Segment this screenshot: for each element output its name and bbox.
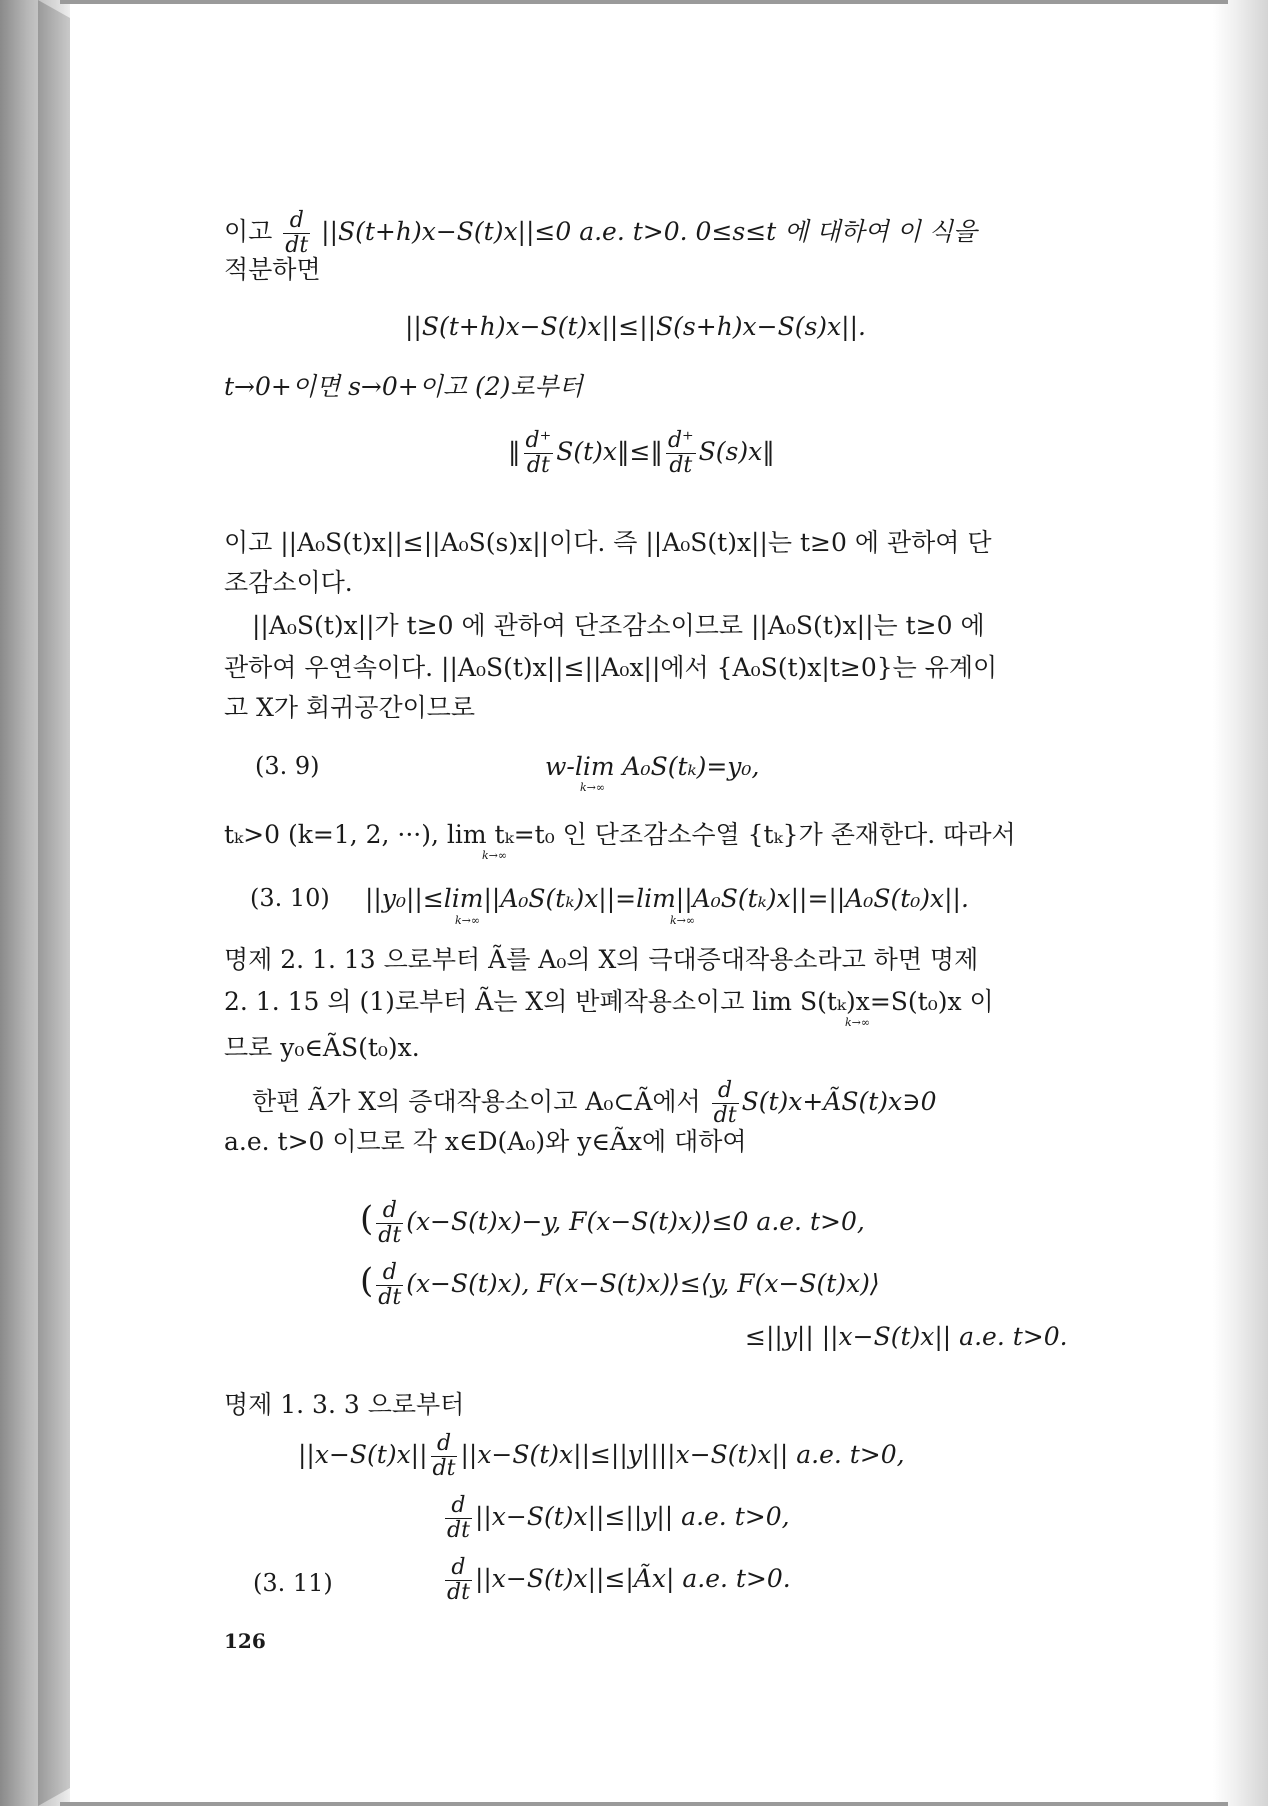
equation-3-10: ||y₀||≤lim||A₀S(tₖ)x||=lim||A₀S(tₖ)x||=||A₀S(t₀)x||. [365, 884, 969, 913]
text-line-4: 이고 ||A₀S(t)x||≤||A₀S(s)x||이다. 즉 ||A₀S(t)x||는 t≥0 에 관하여 단 [224, 528, 992, 557]
text-line-8: 고 X가 회귀공간이므로 [224, 693, 476, 722]
limit-subscript: k→∞ [482, 849, 508, 862]
equation-number-3-10: (3. 10) [250, 884, 330, 912]
equation-4a: ||x−S(t)x|| $\frac{d}{dt}$ ||x−S(t)x||≤||y||||x−S(t)x|| a.e. t>0, [298, 1431, 905, 1481]
limit-subscript: k→∞ [455, 914, 481, 927]
book-page-stack [38, 0, 70, 1806]
equation-3b: ( $\frac{d}{dt}$ (x−S(t)x), F(x−S(t)x)⟩≤⟨y, F(x−S(t)x)⟩ [360, 1260, 880, 1310]
text-line-7: 관하여 우연속이다. ||A₀S(t)x||≤||A₀x||에서 {A₀S(t)x|t≥0}는 유계이 [224, 653, 998, 682]
text-line-13: 한편 Ã가 X의 증대작용소이고 A₀⊂Ã에서 $\frac{d}{dt}$ S(t)x+ÃS(t)x∋0 [252, 1078, 937, 1128]
text-line-15: 명제 1. 3. 3 으로부터 [224, 1390, 465, 1419]
text-line-12: 므로 y₀∈ÃS(t₀)x. [224, 1033, 420, 1062]
page-border-bottom [60, 1802, 1228, 1806]
book-page [70, 4, 1213, 1802]
equation-1: ||S(t+h)x−S(t)x||≤||S(s+h)x−S(s)x||. [405, 312, 866, 341]
text-line-10: 명제 2. 1. 13 으로부터 Ã를 A₀의 X의 극대증대작용소라고 하면 명제 [224, 945, 979, 974]
limit-subscript: k→∞ [845, 1016, 871, 1029]
equation-3-9: w-lim A₀S(tₖ)=y₀, [545, 752, 760, 781]
text-line-1 [224, 209, 977, 258]
text-line-14: a.e. t>0 이므로 각 x∈D(A₀)와 y∈Ãx에 대하여 [224, 1127, 747, 1156]
text-fragment: 이고 [224, 217, 273, 246]
equation-number-3-9: (3. 9) [255, 752, 320, 780]
equation-3a: ( $\frac{d}{dt}$ (x−S(t)x)−y, F(x−S(t)x)⟩≤0 a.e. t>0, [360, 1198, 865, 1248]
equation-3-11: $\frac{d}{dt}$ ||x−S(t)x||≤|Ãx| a.e. t>0. [447, 1555, 791, 1605]
equation-4b: $\frac{d}{dt}$ ||x−S(t)x||≤||y|| a.e. t>0, [447, 1493, 790, 1543]
text-line-6: ||A₀S(t)x||가 t≥0 에 관하여 단조감소이므로 ||A₀S(t)x||는 t≥0 에 [252, 611, 985, 640]
limit-subscript: k→∞ [580, 781, 606, 794]
text-line-3: t→0+이면 s→0+이고 (2)로부터 [224, 372, 583, 401]
text-line-5: 조감소이다. [224, 568, 353, 597]
equation-2: ‖ $\frac{d^+}{dt}$ S(t)x‖≤‖ $\frac{d^+}{dt}$ S(s)x‖ [508, 428, 775, 478]
equation-3c: ≤||y|| ||x−S(t)x|| a.e. t>0. [745, 1322, 1068, 1351]
book-edge-right [1213, 0, 1268, 1806]
equation-number-3-11: (3. 11) [253, 1569, 333, 1597]
fraction-d-dt: $\frac{d}{dt}$ [285, 208, 309, 258]
text-line-2: 적분하면 [224, 255, 321, 284]
limit-subscript: k→∞ [670, 914, 696, 927]
page-number: 126 [224, 1629, 266, 1653]
text-line-9: tₖ>0 (k=1, 2, ···), lim tₖ=t₀ 인 단조감소수열 {tₖ}가 존재한다. 따라서 [224, 820, 1016, 849]
text-line-11: 2. 1. 15 의 (1)로부터 Ã는 X의 반폐작용소이고 lim S(tₖ)x=S(t₀)x 이 [224, 987, 994, 1016]
math-inline: ||S(t+h)x−S(t)x||≤0 a.e. t>0. 0≤s≤t 에 대하여 이 식을 [321, 217, 978, 246]
